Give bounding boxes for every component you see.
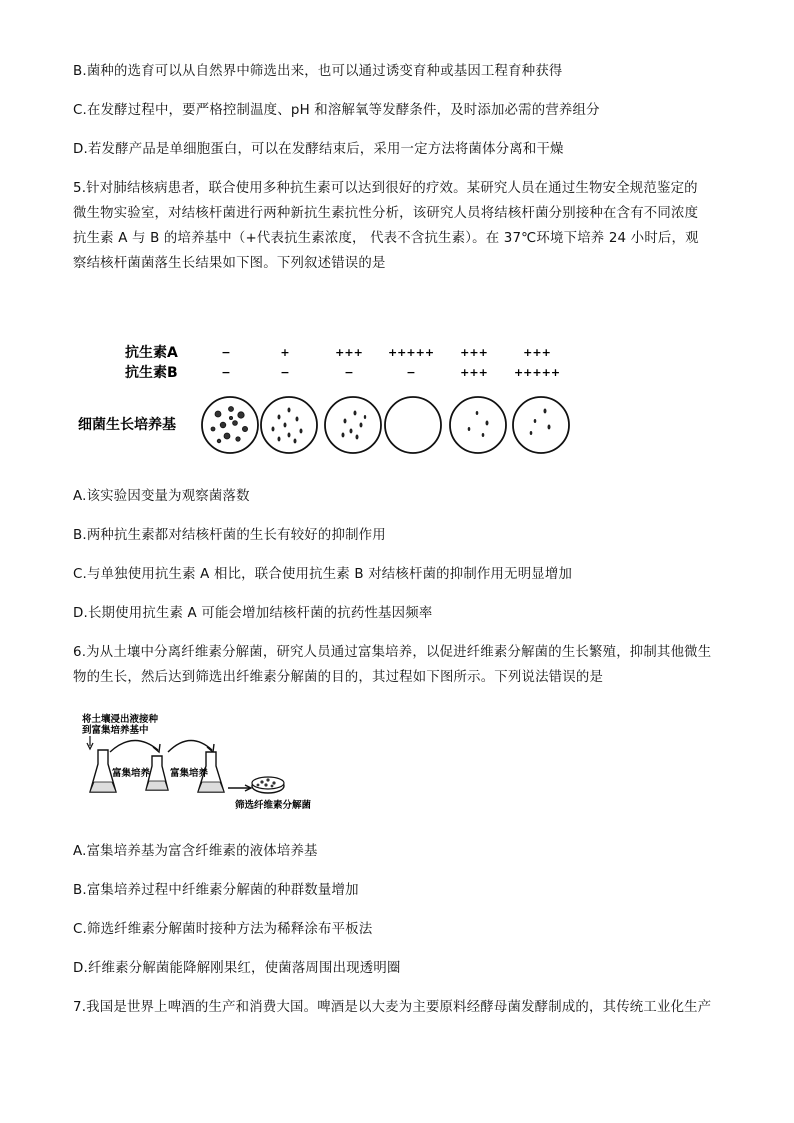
enrichment-label-1: 富集培养 (112, 768, 151, 779)
a-level-6: +++ (523, 346, 551, 359)
line-b-option: B.菌种的选育可以从自然界中筛选出来，也可以通过诱变育种或基因工程育种获得 (73, 64, 563, 79)
row-label-antibiotic-b: 抗生素B (125, 365, 178, 381)
b-level-4: − (406, 366, 416, 379)
a-level-5: +++ (460, 346, 488, 359)
b-level-2: − (280, 366, 290, 379)
a-level-1: − (221, 346, 231, 359)
colonies-plate-2 (272, 408, 303, 444)
question-5-option-c: C.与单独使用抗生素 A 相比，联合使用抗生素 B 对结核杆菌的抑制作用无明显增加 (73, 567, 573, 582)
a-level-4: +++++ (387, 346, 435, 359)
question-6-option-d: D.纤维素分解菌能降解刚果红，使菌落周围出现透明圈 (73, 961, 401, 976)
question-5-stem-2: 微生物实验室，对结核杆菌进行两种新抗生素抗性分析，该研究人员将结核杆菌分别接种在含有不同浓度 (73, 206, 699, 221)
enrichment-culture-figure (72, 708, 372, 814)
question-5-option-b: B.两种抗生素都对结核杆菌的生长有较好的抑制作用 (73, 528, 386, 543)
screen-label: 筛选纤维素分解菌 (235, 800, 312, 811)
question-6-stem-2: 物的生长，然后达到筛选出纤维素分解菌的目的，其过程如下图所示。下列说法错误的是 (73, 670, 604, 685)
question-5-stem-3: 抗生素 A 与 B 的培养基中（+代表抗生素浓度， 代表不含抗生素）。在 37℃环境下培养 24 小时后，观 (73, 231, 699, 246)
colonies-plate-1 (211, 407, 248, 443)
a-level-2: + (280, 346, 290, 359)
a-level-3: +++ (335, 346, 363, 359)
colonies-plate-6 (530, 409, 551, 436)
plate-1 (202, 397, 258, 453)
question-7-stem-1: 7.我国是世界上啤酒的生产和消费大国。啤酒是以大麦为主要原料经酵母菌发酵制成的，其传统工业化生产 (73, 1000, 712, 1015)
question-6-option-b: B.富集培养过程中纤维素分解菌的种群数量增加 (73, 883, 359, 898)
question-5-option-a: A.该实验因变量为观察菌落数 (73, 489, 250, 504)
row-label-antibiotic-a: 抗生素A (125, 345, 178, 361)
b-level-5: +++ (460, 366, 488, 379)
question-6-stem-1: 6.为从土壤中分离纤维素分解菌，研究人员通过富集培养，以促进纤维素分解菌的生长繁殖，抑制其他微生 (73, 645, 712, 660)
plate-3 (325, 397, 381, 453)
row-label-plates: 细菌生长培养基 (78, 417, 176, 433)
question-5-option-d: D.长期使用抗生素 A 可能会增加结核杆菌的抗药性基因频率 (73, 606, 433, 621)
antibiotic-plates-figure (75, 335, 595, 465)
colonies-plate-5 (468, 411, 489, 437)
enrichment-label-2: 富集培养 (170, 768, 209, 779)
b-level-6: +++++ (513, 366, 561, 379)
plate-5 (450, 397, 506, 453)
inoculate-label-1: 将土壤浸出液接种 (82, 714, 159, 725)
question-6-option-c: C.筛选纤维素分解菌时接种方法为稀释涂布平板法 (73, 922, 373, 937)
question-6-option-a: A.富集培养基为富含纤维素的液体培养基 (73, 844, 318, 859)
inoculate-label-2: 到富集培养基中 (82, 725, 149, 736)
plate-6 (513, 397, 569, 453)
question-5-stem-4: 察结核杆菌菌落生长结果如下图。下列叙述错误的是 (73, 256, 386, 271)
colonies-plate-3 (342, 411, 367, 440)
plate-4 (385, 397, 441, 453)
line-c-option: C.在发酵过程中，要严格控制温度、pH 和溶解氧等发酵条件，及时添加必需的营养组分 (73, 103, 600, 118)
petri-dish (252, 777, 284, 793)
plate-2 (261, 397, 317, 453)
question-5-stem-1: 5.针对肺结核病患者，联合使用多种抗生素可以达到很好的疗效。某研究人员在通过生物安全规范鉴定的 (73, 181, 698, 196)
b-level-1: − (221, 366, 231, 379)
line-d-option: D.若发酵产品是单细胞蛋白，可以在发酵结束后，采用一定方法将菌体分离和干燥 (73, 142, 564, 157)
b-level-3: − (344, 366, 354, 379)
